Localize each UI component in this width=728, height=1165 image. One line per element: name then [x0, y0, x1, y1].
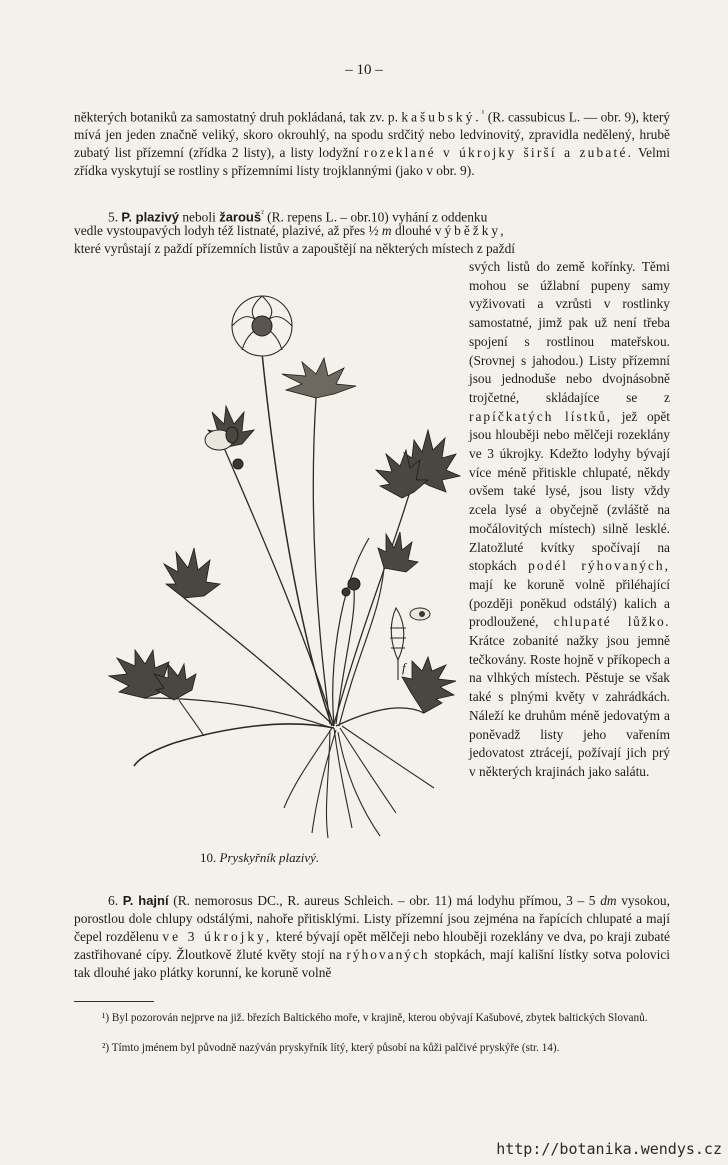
caption-number: 10. — [200, 850, 217, 865]
text: jež opět jsou hlouběji nebo mělčeji rozeklány ve 3 úkrojky. Kdežto lodyhy bývají více méně přitiskle chlupaté, někdy ovšem také lysé, jsou listy vždy zcela lysé a obyčejně (zvláště na močálovitých místech) silně lesklé. Zlatožluté kvítky spočívají na stopkách — [469, 408, 670, 574]
text: (R. repens L. – obr.10) vyhání z oddenku — [267, 209, 488, 225]
footnote-2 — [74, 1040, 670, 1056]
text: vedle vystoupavých lodyh též listnaté, plazivé, až přes ½ — [74, 223, 379, 238]
runner — [134, 724, 334, 766]
paragraph-continued — [74, 104, 670, 180]
stems — [144, 353, 424, 728]
footnote-text: Byl pozorován nejprve na již. březích Baltického moře, v krajině, kterou obývají Kašubové, zbytek baltických Slovanů. — [111, 1012, 648, 1024]
footnote-text: Tímto jménem byl původně nazýván pryskyřník lítý, který působí na kůži palčivé pryskýře (str. 14). — [111, 1042, 560, 1054]
section-number: 6. — [108, 893, 119, 908]
buttercup-illustration — [84, 288, 464, 843]
spaced-term: kašubský. — [401, 109, 482, 125]
spaced-term: výběžky, — [434, 223, 507, 238]
text: (R. nemorosus DC., R. aureus Schleich. – obr. 11) má lodyhu přímou, 3 – 5 — [173, 893, 596, 908]
footnote-1 — [74, 1010, 670, 1026]
text: vysokou, porostlou dole chlupy odstálými, nahoře přitisklými. Listy přízemní jsou zejména na řapících chlupaté a mají čepel rozdělenu — [74, 893, 670, 944]
text: neboli — [182, 209, 216, 225]
footnote-mark: ¹) — [102, 1012, 110, 1024]
unit: dm — [600, 893, 617, 908]
text: které vyrůstají z paždí přízemních listův a zapouštějí na některých místech z paždí — [74, 241, 515, 256]
flower-open — [232, 296, 292, 356]
section-5-line-2 — [74, 222, 670, 240]
footnote-ref-1[interactable]: ¹ — [481, 108, 485, 118]
footnote-divider — [74, 1001, 154, 1002]
spaced-term: ve 3 úkrojky, — [162, 929, 273, 944]
spaced-term: podél rýhovaných, — [528, 558, 670, 574]
spaced-term: rýhovaných — [346, 947, 430, 962]
unit: m — [381, 223, 392, 238]
section-5-line-3 — [74, 240, 670, 258]
roots — [284, 726, 434, 838]
text: dlouhé — [394, 223, 432, 238]
species-name: P. hajní — [122, 893, 169, 908]
text: některých botaniků za samostatný druh pokládaná, tak zv. p. — [74, 109, 398, 125]
figure-label-f: f — [402, 660, 406, 675]
species-name: P. plazivý — [121, 209, 179, 225]
figure-caption — [200, 850, 319, 866]
text: Krátce zobanité nažky jsou jemně tečkovány. Roste hojně v příkopech a na vlhkých místech. Pěstuje se však také s plnými květy v zahrádkách. Náleží ke druhům méně jedovatým a poněvadž listy jeho vařením jedovatost ztrácejí, požívají jich prý v některých krajinách jako salátu. — [469, 633, 670, 779]
flower-side — [282, 358, 356, 398]
leaves — [109, 406, 460, 713]
text: stopkách, mají kališní lístky sotva polovici tak dlouhé jako plátky korunní, ke koruně volně — [74, 947, 670, 980]
text: svých listů do země kořínky. Těmi mohou se úžlabní pupeny samy vyživovati a vzrůsti v rostlinky samostatné, jimž pak už není třeba spojení s rostlinou mateřskou. (Srovnej s jahodou.) Listy přízemní jsou jednoduše nebo dvojnásobně trojčetné, skládajíce se z — [469, 259, 670, 405]
watermark-url[interactable]: http://botanika.wendys.cz — [496, 1140, 722, 1158]
right-column-text — [469, 258, 670, 782]
spaced-term: rapíčkatých lístků, — [469, 408, 613, 424]
section-number: 5. — [108, 209, 119, 225]
spaced-term: chlupaté lůžko. — [553, 614, 670, 630]
text: které bývají opět mělčeji nebo hlouběji rozeklány ve dva, po kraji zubaté zastřihované cípy. Žloutkově žluté květy stojí na — [74, 929, 670, 962]
spaced-term: rozeklané v úkrojky širší a zubaté. — [363, 145, 634, 161]
caption-text: Pryskyřník plazivý. — [219, 850, 320, 865]
species-alt-name: žarouš — [219, 209, 262, 225]
text: mají ke koruně volně přiléhající (později poněkud odstálý) kalich a prodloužené, — [469, 576, 670, 630]
text: Velmi zřídka vyskytují se rostliny s přízemními listy trojklannými (jako v obr. 9). — [74, 145, 670, 179]
page-number: – 10 – — [345, 62, 383, 78]
footnote-ref-2[interactable]: ² — [261, 208, 264, 218]
section-6-paragraph — [74, 892, 670, 982]
footnote-mark: ²) — [102, 1042, 110, 1054]
text: (R. cassubicus L. — obr. 9), který mívá jen jeden značně veliký, skoro okrouhlý, na spodu srdčitý nebo ledvinovitý, zpravidla nedělený, hrubě zubatý list přízemní (zřídka 2 listy), a listy lodyžní — [74, 109, 670, 161]
